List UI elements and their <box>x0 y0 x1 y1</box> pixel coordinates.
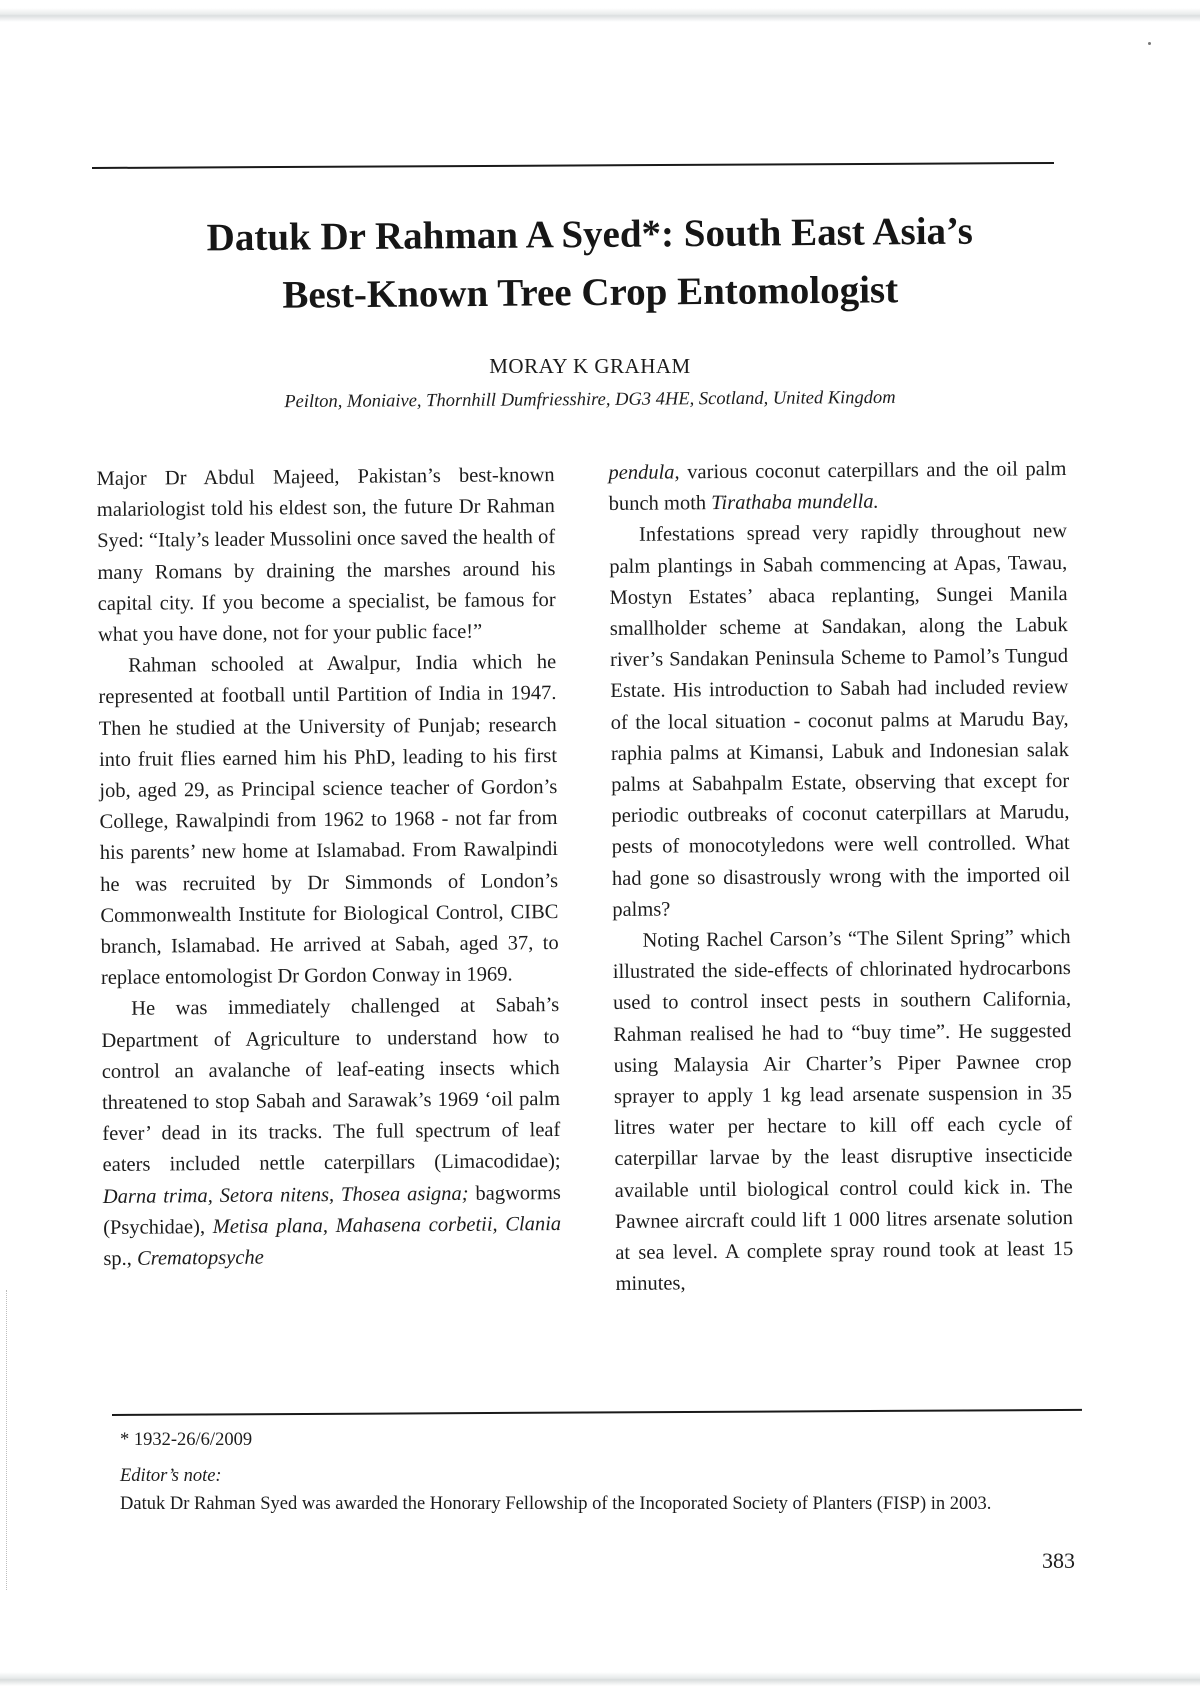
scan-speck <box>1148 42 1151 45</box>
title-line-1: Datuk Dr Rahman A Syed*: South East Asia’s <box>206 209 973 260</box>
editor-note-label: Editor’s note: <box>120 1466 222 1486</box>
footnote-dates: * 1932-26/6/2009 <box>120 1430 253 1450</box>
species-names: pendula, <box>608 461 680 485</box>
scan-margin-mark <box>6 1290 9 1590</box>
footnote <box>120 1426 1100 1518</box>
paragraph: Noting Rachel Carson’s “The Silent Spring” which illustrated the side-effects of chlorinated hydrocarbons used to control insect pests in southern California, Rahman realised he had to “buy time”. He suggested using Malaysia Air Charter’s Piper Pawnee crop sprayer to apply 1 kg lead arsenate suspension in 35 litres water per hectare to kill off each cycle of caterpillar larvae by the least disruptive insecticide available until biological control could kick in. The Pawnee aircraft could lift 1 000 litres arsenate solution at sea level. A complete spray round took at least 15 minutes, <box>612 926 1074 1296</box>
paragraph-text: various coconut caterpillars and the oil palm bunch moth <box>608 458 1067 516</box>
scan-edge-bottom <box>0 1672 1200 1686</box>
paragraph <box>608 454 1067 520</box>
paragraph <box>101 990 561 1275</box>
page-number: 383 <box>1042 1548 1075 1573</box>
species-names: Tirathaba mundella. <box>711 490 879 515</box>
header-rule <box>92 162 1054 169</box>
title-line-2: Best-Known Tree Crop Entomologist <box>282 268 899 317</box>
author-name: MORAY K GRAHAM <box>489 354 691 378</box>
species-names: Crematopsyche <box>136 1246 264 1270</box>
right-column <box>608 454 1073 1300</box>
article-title <box>60 201 1121 326</box>
editor-note-text: Datuk Dr Rahman Syed was awarded the Honorary Fellowship of the Incoporated Society of Planters (FISP) in 2003. <box>120 1494 992 1514</box>
species-names: Metisa plana, Mahasena corbetii, Clania <box>212 1212 562 1238</box>
species-names: Darna trima, Setora nitens, Thosea asigna; <box>102 1182 469 1208</box>
paragraph: Rahman schooled at Awalpur, India which he represented at football until Partition of India in 1947. Then he studied at the University of Punjab; research into fruit flies earned him his PhD, leading to his first job, aged 29, as Principal science teacher of Gordon’s College, Rawalpindi from 1962 to 1968 - not far from his parents’ new home at Islamabad. From Rawalpindi he was recruited by Dr Simmonds of London’s Commonwealth Institute for Biological Control, CIBC branch, Islamabad. He arrived at Sabah, aged 37, to replace entomologist Dr Gordon Conway in 1969. <box>98 651 559 990</box>
left-column <box>96 460 561 1275</box>
paragraph: Major Dr Abdul Majeed, Pakistan’s best-known malariologist told his eldest son, the future Dr Rahman Syed: “Italy’s leader Mussolini once saved the health of many Romans by draining the marshes around his capital city. If you become a specialist, be famous for what you have done, not for your public face!” <box>96 464 556 647</box>
author-affiliation: Peilton, Moniaive, Thornhill Dumfriesshire, DG3 4HE, Scotland, United Kingdom <box>284 387 896 413</box>
paragraph-text: sp., <box>103 1247 138 1271</box>
paragraph: Infestations spread very rapidly throughout new palm plantings in Sabah commencing at Apas, Tawau, Mostyn Estates’ abaca replanting, Sungei Manila smallholder scheme at Sandakan, along the Labuk river’s Sandakan Peninsula Scheme to Pamol’s Tungud Estate. His introduction to Sabah had included review of the local situation - coconut palms at Marudu Bay, raphia palms at Kimansi, Labuk and Indonesian salak palms at Sabahpalm Estate, observing that except for periodic outbreaks of coconut caterpillars at Marudu, pests of monocotyledons were well controlled. What had gone so disastrously wrong with the imported oil palms? <box>609 520 1071 921</box>
footnote-rule <box>112 1409 1082 1416</box>
paragraph-text: bagworms (Psychidae), <box>103 1181 561 1239</box>
scan-edge-top <box>0 8 1200 22</box>
paragraph-text: He was immediately challenged at Sabah’s Department of Agriculture to understand how to control an avalanche of leaf-eating insects which threatened to stop Sabah and Sarawak’s 1969 ‘oil palm fever’ dead in its tracks. The full spectrum of leaf eaters included nettle caterpillars (Limacodidae); <box>101 994 561 1177</box>
